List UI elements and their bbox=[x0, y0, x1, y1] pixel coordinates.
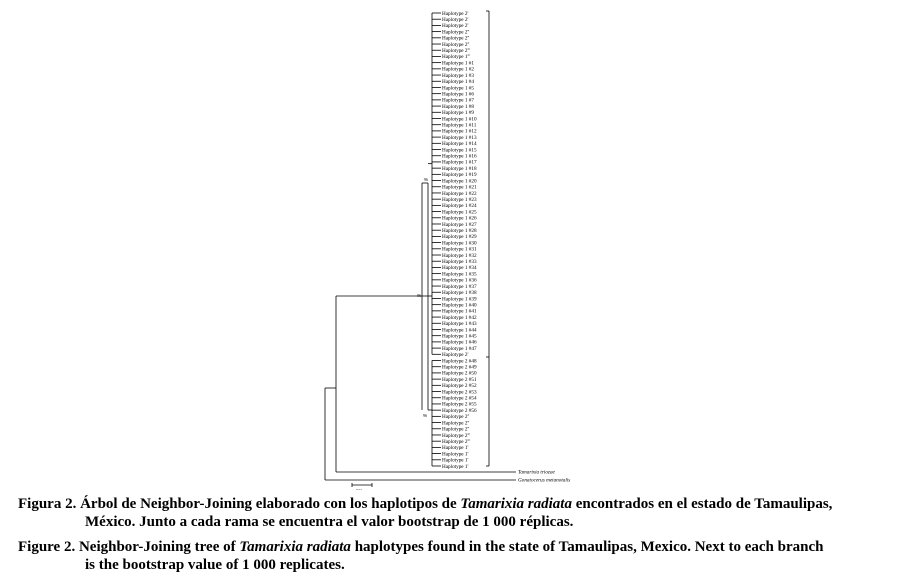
caption-spanish-text-2: encontrados en el estado de Tamaulipas, bbox=[571, 496, 833, 512]
tip-label: Haplotype 1 #11 bbox=[442, 122, 477, 129]
tip-label: Haplotype 2 #48 bbox=[442, 358, 477, 365]
tip-label: Haplotype 2 #56 bbox=[442, 407, 477, 414]
outgroup-label: Tamarixia triozae bbox=[518, 469, 555, 476]
tip-label: Haplotype 1' bbox=[442, 463, 469, 470]
bootstrap-label: 96 bbox=[424, 177, 428, 182]
tip-label: Haplotype 1 #16 bbox=[442, 153, 477, 160]
bootstrap-label: 96 bbox=[417, 293, 421, 298]
tip-label: Haplotype 1 #28 bbox=[442, 227, 477, 234]
caption-english-species: Tamarixia radiata bbox=[239, 539, 351, 555]
tip-label: Haplotype 1 #36 bbox=[442, 277, 477, 284]
tip-label: Haplotype 1 #18 bbox=[442, 165, 477, 172]
tip-label: Haplotype 1 #5 bbox=[442, 85, 474, 92]
tip-label: Haplotype 2'' bbox=[442, 41, 470, 48]
tip-label: Haplotype 1 #10 bbox=[442, 116, 477, 123]
tip-label: Haplotype 1 #12 bbox=[442, 128, 477, 135]
tip-label: Haplotype 1 #2 bbox=[442, 66, 474, 73]
tip-label: Haplotype 2' bbox=[442, 17, 469, 24]
tip-label: Haplotype 1 #44 bbox=[442, 327, 477, 334]
tip-label: Haplotype 2'' bbox=[442, 414, 470, 421]
tip-label: Haplotype 2 #52 bbox=[442, 383, 477, 390]
tip-label: Haplotype 1 #1 bbox=[442, 60, 474, 67]
tip-label: Haplotype 1 #43 bbox=[442, 321, 477, 328]
tip-label: Haplotype 2''' bbox=[442, 438, 471, 445]
tip-label: Haplotype 2' bbox=[442, 23, 469, 30]
tip-label: Haplotype 2 #50 bbox=[442, 370, 477, 377]
tip-label: Haplotype 1' bbox=[442, 451, 469, 458]
tip-label: Haplotype 2 #55 bbox=[442, 401, 477, 408]
tip-label: Haplotype 2''' bbox=[442, 48, 471, 55]
caption-english-text-1: Neighbor-Joining tree of bbox=[75, 539, 240, 555]
tip-label: Haplotype 2 #51 bbox=[442, 376, 477, 383]
caption-spanish bbox=[18, 496, 832, 531]
caption-spanish-label: Figura 2. bbox=[18, 496, 77, 512]
tip-label: Haplotype 1 #29 bbox=[442, 234, 477, 241]
scale-bar-label: 0.01 bbox=[356, 488, 363, 490]
tip-label: Haplotype 2'' bbox=[442, 29, 470, 36]
tip-label: Haplotype 1 #34 bbox=[442, 265, 477, 272]
tip-label: Haplotype 1 #40 bbox=[442, 302, 477, 309]
tip-label: Haplotype 2 #53 bbox=[442, 389, 477, 396]
tip-label: Haplotype 1 #8 bbox=[442, 103, 474, 110]
tip-label: Haplotype 1 #42 bbox=[442, 314, 477, 321]
tip-label: Haplotype 2'' bbox=[442, 35, 470, 42]
caption-english-label: Figure 2. bbox=[18, 539, 76, 555]
tip-label: Haplotype 1''' bbox=[442, 54, 471, 61]
tip-label: Haplotype 2'' bbox=[442, 420, 470, 427]
caption-english bbox=[18, 539, 823, 574]
tip-label: Haplotype 1 #6 bbox=[442, 91, 474, 98]
tip-label: Haplotype 2 #54 bbox=[442, 395, 477, 402]
tip-label: Haplotype 1 #35 bbox=[442, 271, 477, 278]
caption-spanish-species: Tamarixia radiata bbox=[460, 496, 572, 512]
tip-label: Haplotype 1 #13 bbox=[442, 134, 477, 141]
tip-label: Haplotype 1 #25 bbox=[442, 209, 477, 216]
tip-label: Haplotype 1 #47 bbox=[442, 345, 477, 352]
tip-label: Haplotype 1 #31 bbox=[442, 246, 477, 253]
tip-label: Haplotype 1 #4 bbox=[442, 79, 474, 86]
tip-label: Haplotype 1 #9 bbox=[442, 110, 474, 117]
tip-label: Haplotype 1 #20 bbox=[442, 178, 477, 185]
tip-label: Haplotype 1 #27 bbox=[442, 221, 477, 228]
tip-label: Haplotype 1' bbox=[442, 445, 469, 452]
outgroup-label: Gonatocerus metanotalis bbox=[518, 477, 571, 484]
tip-label: Haplotype 1 #15 bbox=[442, 147, 477, 154]
tip-label: Haplotype 1 #33 bbox=[442, 259, 477, 266]
tip-label: Haplotype 1 #45 bbox=[442, 333, 477, 340]
tip-label: Haplotype 1 #21 bbox=[442, 184, 477, 191]
bootstrap-label: 96 bbox=[423, 413, 427, 418]
tip-label: Haplotype 1 #41 bbox=[442, 308, 477, 315]
tip-label: Haplotype 2' bbox=[442, 10, 469, 17]
tip-label: Haplotype 2'' bbox=[442, 426, 470, 433]
tip-label: Haplotype 1 #24 bbox=[442, 203, 477, 210]
tip-label: Haplotype 2 #49 bbox=[442, 364, 477, 371]
tip-label: Haplotype 1 #19 bbox=[442, 172, 477, 179]
tip-label: Haplotype 1 #23 bbox=[442, 196, 477, 203]
tip-label: Haplotype 1 #46 bbox=[442, 339, 477, 346]
caption-english-line-2: is the bootstrap value of 1 000 replicates. bbox=[85, 556, 345, 573]
caption-spanish-line-2: México. Junto a cada rama se encuentra el valor bootstrap de 1 000 réplicas. bbox=[85, 513, 574, 530]
tip-label: Haplotype 1 #22 bbox=[442, 190, 477, 197]
tip-label: Haplotype 1 #37 bbox=[442, 283, 477, 290]
tip-label: Haplotype 1 #17 bbox=[442, 159, 477, 166]
tip-label: Haplotype 1 #30 bbox=[442, 240, 477, 247]
tip-label: Haplotype 1 #26 bbox=[442, 215, 477, 222]
tip-label: Haplotype 1 #7 bbox=[442, 97, 474, 104]
caption-spanish-text-1: Árbol de Neighbor-Joining elaborado con los haplotipos de bbox=[76, 496, 461, 512]
caption-english-text-2: haplotypes found in the state of Tamaulipas, Mexico. Next to each branch bbox=[350, 539, 824, 555]
tip-label: Haplotype 2''' bbox=[442, 432, 471, 439]
tip-label: Haplotype 1 #38 bbox=[442, 290, 477, 297]
tip-label: Haplotype 1' bbox=[442, 457, 469, 464]
tip-label: Haplotype 1 #14 bbox=[442, 141, 477, 148]
tip-label: Haplotype 1 #32 bbox=[442, 252, 477, 259]
tip-label: Haplotype 2' bbox=[442, 352, 469, 359]
tip-label: Haplotype 1 #3 bbox=[442, 72, 474, 79]
tip-label: Haplotype 1 #39 bbox=[442, 296, 477, 303]
